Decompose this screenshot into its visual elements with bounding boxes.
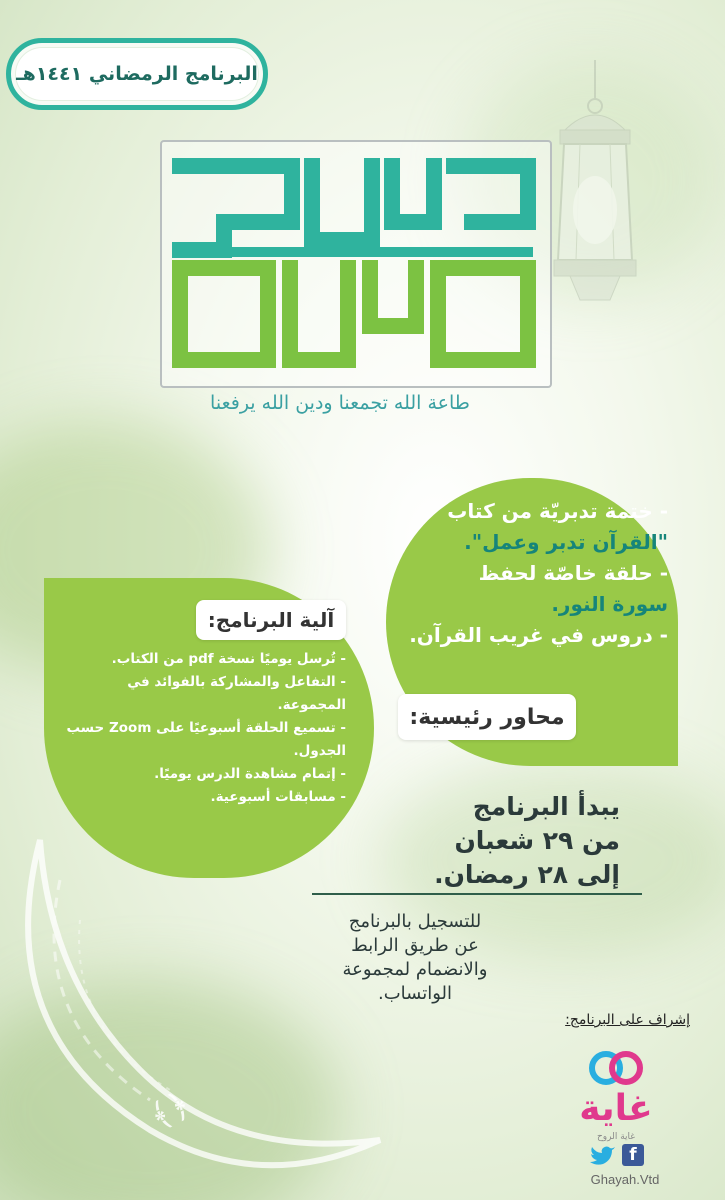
social-handle[interactable]: Ghayah.Vtd <box>590 1172 660 1187</box>
topics-heading: محاور رئيسية: <box>409 704 565 730</box>
schedule-line: إلى ٢٨ رمضان. <box>434 860 620 889</box>
crescent-icon <box>0 800 420 1200</box>
kufic-logo <box>172 150 540 376</box>
mechanism-heading: آلية البرنامج: <box>207 608 335 632</box>
ramadan-calligraphy-icon: ﴿﴾ <box>143 1083 198 1138</box>
registration-line: والانضمام لمجموعة <box>342 959 488 980</box>
facebook-icon[interactable]: f <box>622 1144 644 1166</box>
twitter-icon[interactable] <box>590 1144 616 1166</box>
logo-caption: طاعة الله تجمعنا ودين الله يرفعنا <box>210 392 470 414</box>
program-title-badge <box>6 38 268 110</box>
program-title: البرنامج الرمضاني ١٤٤١هـ <box>16 63 258 85</box>
list-item: - تسميع الحلقة أسبوعيًا على Zoom حسب الجدول. <box>66 720 346 759</box>
list-item: - حلقة خاصّة لحفظ <box>478 561 668 585</box>
list-item: - تُرسل يوميًا نسخة pdf من الكتاب. <box>111 651 346 667</box>
supervision-label: إشراف على البرنامج: <box>565 1012 690 1028</box>
mechanism-label-box <box>196 600 346 640</box>
registration-line: للتسجيل بالبرنامج <box>348 911 482 932</box>
registration-line: الواتساب. <box>377 983 452 1004</box>
list-item: "القرآن تدبر وعمل". <box>464 530 668 554</box>
list-item: - التفاعل والمشاركة بالفوائد في المجموعة. <box>127 674 346 713</box>
mechanism-list <box>64 648 346 809</box>
schedule <box>420 790 620 892</box>
schedule-line: من ٢٩ شعبان <box>454 826 620 855</box>
registration-line: عن طريق الرابط <box>351 935 479 956</box>
topics-list <box>392 496 668 651</box>
brand-subtitle: غاية الروح <box>596 1132 635 1142</box>
list-item: - ختمة تدبريّة من كتاب <box>447 499 668 523</box>
infinity-logo-icon <box>586 1042 646 1094</box>
list-item: - دروس في غريب القرآن. <box>409 623 668 647</box>
schedule-line: يبدأ البرنامج <box>472 792 620 821</box>
brand-name: غاية <box>579 1088 653 1129</box>
topics-label-box <box>398 694 576 740</box>
list-item: سورة النور. <box>551 592 668 616</box>
list-item: - إتمام مشاهدة الدرس يوميًا. <box>154 766 346 782</box>
list-item: - مسابقات أسبوعية. <box>210 789 346 805</box>
